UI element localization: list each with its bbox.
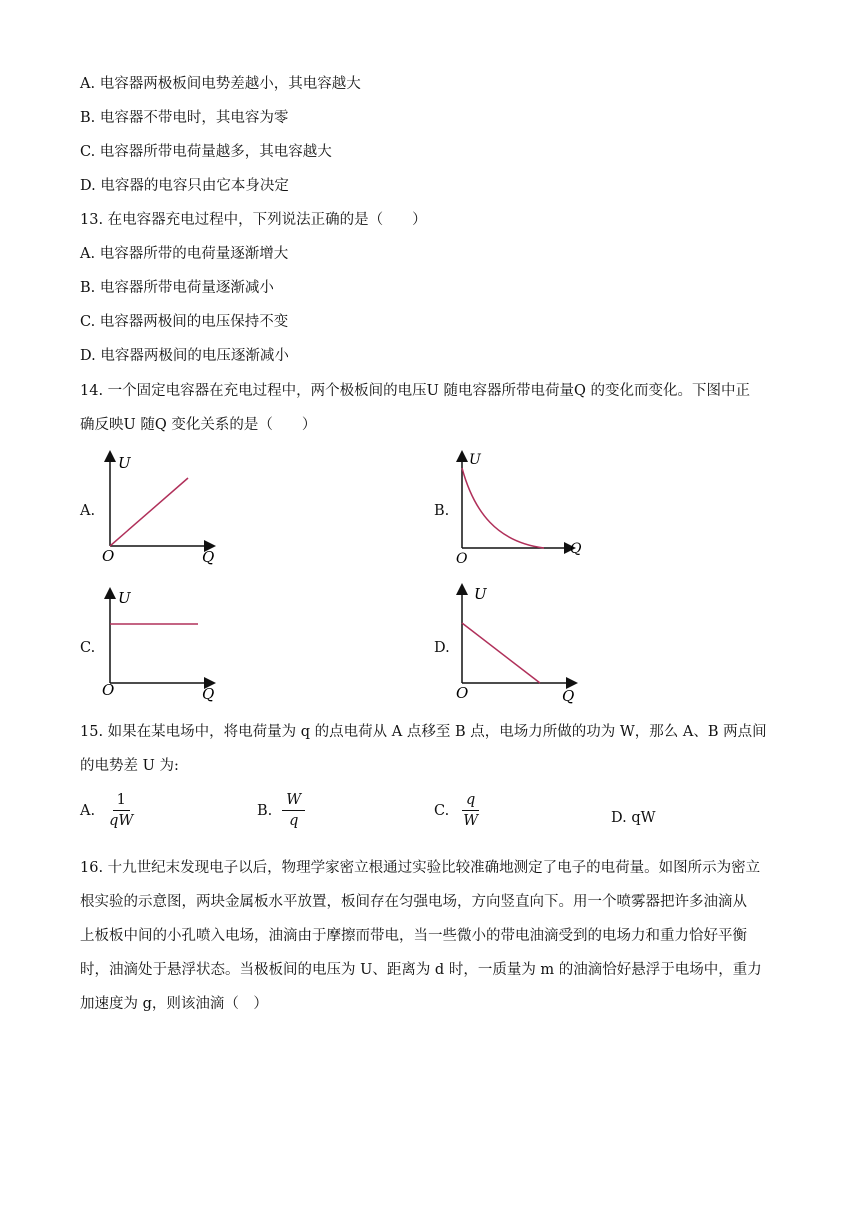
q16-line3: 上板板中间的小孔喷入电场，油滴由于摩擦而带电，当一些微小的带电油滴受到的电场力和重力恰好平衡 <box>80 928 747 944</box>
y-axis-label: U <box>469 452 481 468</box>
q14-stem-line1: 14. 一个固定电容器在充电过程中，两个极板间的电压U 随电容器所带电荷量Q 的变化而变化。下图中正 <box>80 383 750 399</box>
q15-option-a <box>80 792 137 829</box>
q14-graph-b-letter: B. <box>434 503 450 519</box>
q12-option-a: A. 电容器两极板间电势差越小，其电容越大 <box>80 76 361 92</box>
origin-label: O <box>102 547 115 565</box>
y-axis-label: U <box>118 454 131 472</box>
q12-option-d: D. 电容器的电容只由它本身决定 <box>80 178 289 194</box>
y-axis-label: U <box>118 589 131 607</box>
q13-option-d: D. 电容器两极间的电压逐渐减小 <box>80 348 289 364</box>
q15-option-b-numerator: W <box>282 792 305 811</box>
q14-graph-d <box>452 583 592 708</box>
q16-line2: 根实验的示意图，两块金属板水平放置，板间存在匀强电场，方向竖直向下。用一个喷雾器把许多油滴从 <box>80 894 747 910</box>
q15-option-b <box>257 792 305 829</box>
q13-stem: 13. 在电容器充电过程中，下列说法正确的是（ ） <box>80 212 427 228</box>
q15-option-c-denominator: W <box>463 813 479 829</box>
graph-b-curve <box>462 468 544 548</box>
q13-option-c: C. 电容器两极间的电压保持不变 <box>80 314 289 330</box>
q15-option-a-denominator: qW <box>109 813 134 829</box>
origin-label: O <box>456 551 468 567</box>
q15-stem-line1: 15. 如果在某电场中，将电荷量为 q 的点电荷从 A 点移至 B 点，电场力所做的功为 W，那么 A、B 两点间 <box>80 724 767 740</box>
q15-option-d: D. qW <box>611 810 656 826</box>
q14-graph-d-letter: D. <box>434 640 450 656</box>
q13-option-b: B. 电容器所带电荷量逐渐减小 <box>80 280 274 296</box>
q12-option-c: C. 电容器所带电荷量越多，其电容越大 <box>80 144 332 160</box>
q16-line4: 时，油滴处于悬浮状态。当极板间的电压为 U、距离为 d 时，一质量为 m 的油滴恰好悬浮于电场中，重力 <box>80 962 762 978</box>
q14-graph-c-letter: C. <box>80 640 96 656</box>
q15-option-c <box>434 792 482 829</box>
q14-graph-b <box>452 450 592 570</box>
y-axis-label: U <box>474 585 487 603</box>
q13-option-a: A. 电容器所带的电荷量逐渐增大 <box>80 246 289 262</box>
q14-graph-a-letter: A. <box>80 503 96 519</box>
origin-label: O <box>456 684 469 702</box>
q15-option-b-letter: B. <box>257 802 273 819</box>
q15-option-b-denominator: q <box>289 813 299 829</box>
graph-d-curve <box>462 623 540 683</box>
q15-option-c-numerator: q <box>462 792 479 811</box>
q14-stem-line2: 确反映U 随Q 变化关系的是（ ） <box>80 417 317 433</box>
graph-a-curve <box>110 478 188 546</box>
x-axis-label: Q <box>202 685 215 703</box>
q15-option-a-numerator: 1 <box>113 792 130 811</box>
x-axis-label: Q <box>202 548 215 566</box>
q14-graph-c <box>98 585 228 705</box>
q15-option-c-letter: C. <box>434 802 450 819</box>
x-axis-label: Q <box>570 541 582 557</box>
origin-label: O <box>102 681 115 699</box>
q16-line5: 加速度为 g，则该油滴（ ） <box>80 996 268 1012</box>
q15-stem-line2: 的电势差 U 为: <box>80 758 179 774</box>
q14-graph-a <box>98 448 228 568</box>
q16-line1: 16. 十九世纪末发现电子以后，物理学家密立根通过实验比较准确地测定了电子的电荷量。如图所示为密立 <box>80 860 761 876</box>
q12-option-b: B. 电容器不带电时，其电容为零 <box>80 110 289 126</box>
x-axis-label: Q <box>562 687 575 705</box>
q15-option-a-letter: A. <box>80 802 96 819</box>
